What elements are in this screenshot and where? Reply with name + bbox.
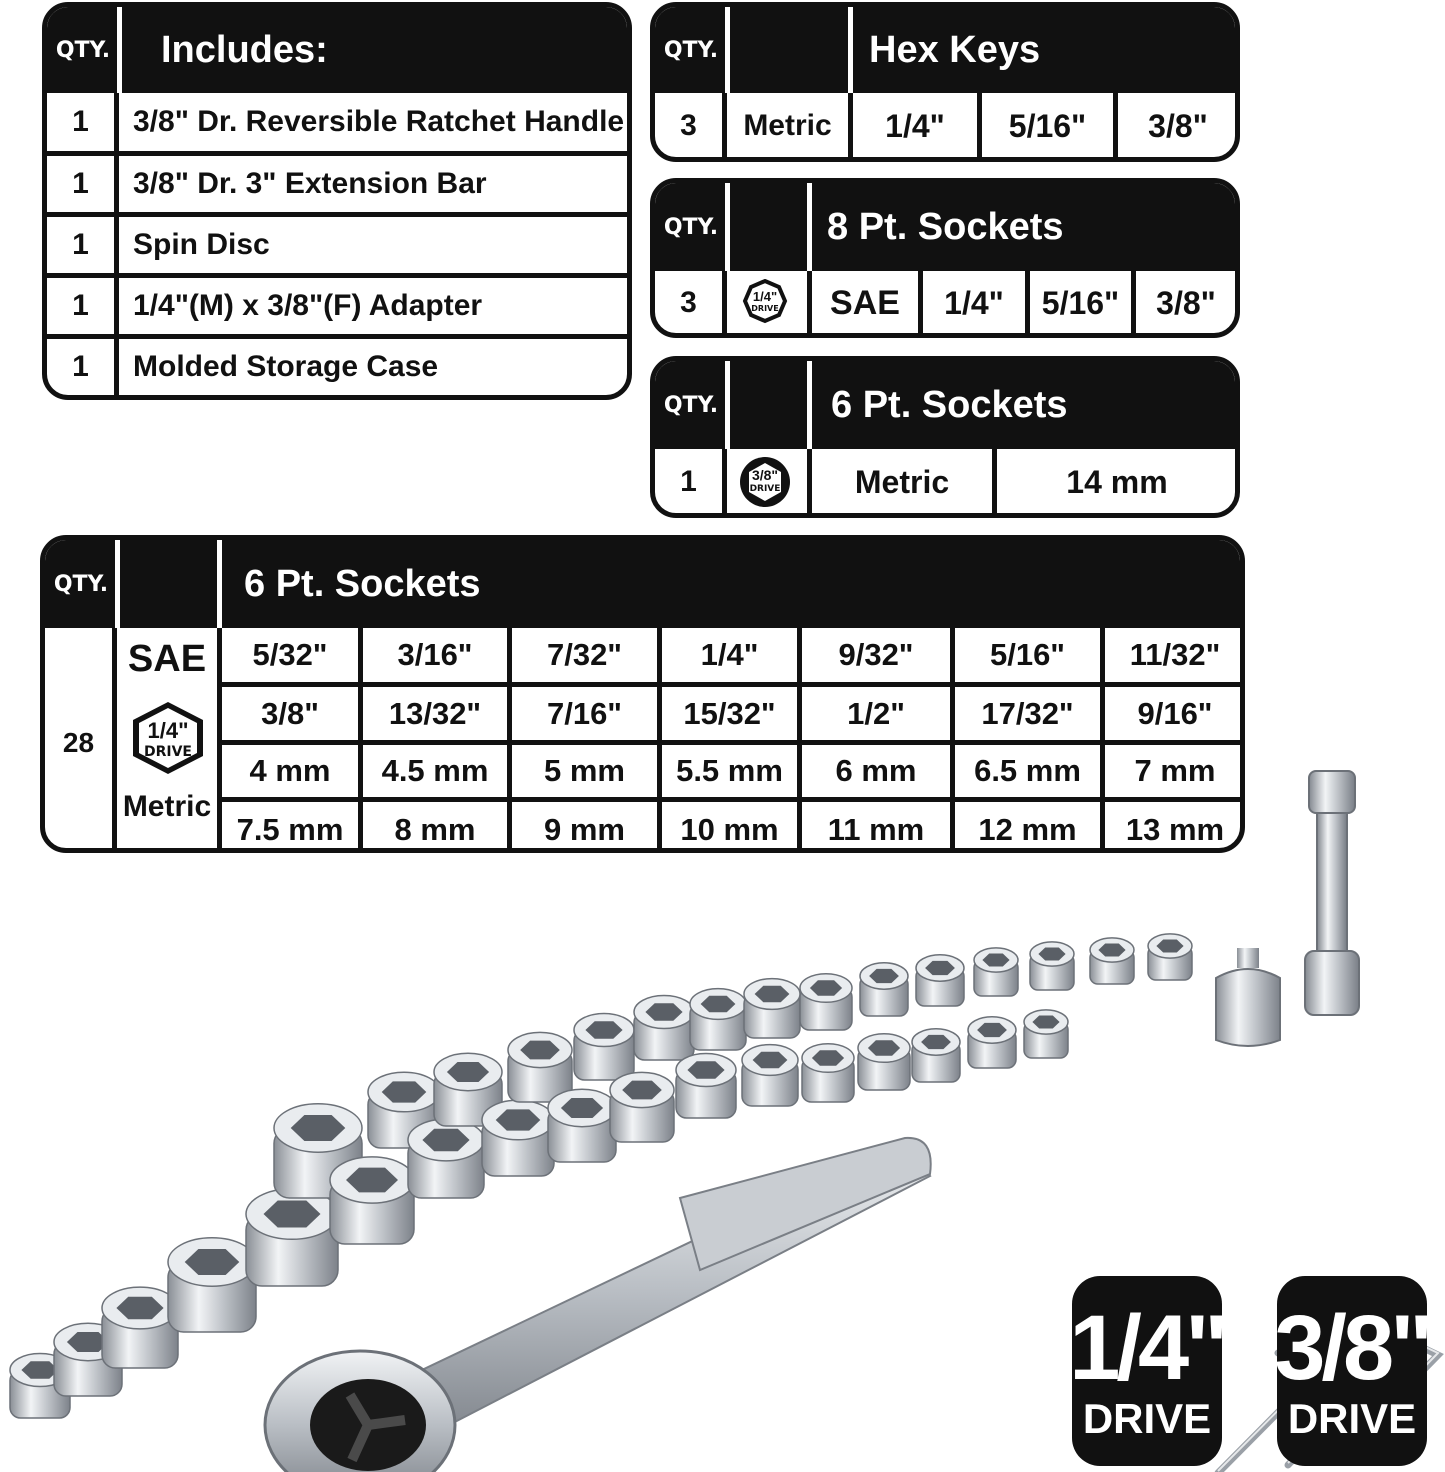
socket-size-cell: 9/16"	[1137, 695, 1213, 731]
socket-size-cell: 15/32"	[683, 695, 776, 731]
drive-badge-three-eighths	[1274, 1276, 1430, 1466]
socket-size-cell: 1/2"	[847, 695, 905, 731]
extension-bar-visual	[1302, 770, 1362, 1020]
socket-size-cell: 7/32"	[546, 637, 623, 672]
socket	[676, 1054, 736, 1119]
drive-word: DRIVE	[143, 744, 192, 760]
socket	[1090, 938, 1134, 984]
socket-size-cell: 5.5 mm	[676, 753, 783, 788]
socket	[102, 1287, 178, 1368]
socket	[802, 1044, 854, 1102]
socket	[744, 979, 800, 1038]
qty-header: QTY.	[663, 214, 719, 240]
socket-size-cell: 5/32"	[252, 637, 328, 672]
qty-header: QTY.	[55, 37, 111, 63]
pt6-big-header	[45, 540, 1240, 628]
hex-keys-qty: 3	[680, 109, 697, 142]
socket-size-cell: 11 mm	[827, 812, 925, 847]
qty-header: QTY.	[663, 37, 719, 63]
socket-size-cell: 4 mm	[249, 753, 331, 788]
socket-size-cell: 8 mm	[394, 812, 476, 847]
socket	[482, 1100, 554, 1176]
hex-key-size: 1/4"	[885, 107, 945, 144]
socket	[974, 948, 1018, 996]
pt6-small-type: Metric	[854, 463, 950, 500]
metric-label: Metric	[122, 790, 212, 823]
socket	[1024, 1010, 1068, 1058]
socket	[916, 955, 964, 1006]
includes-header	[47, 7, 627, 93]
includes-item: Molded Storage Case	[133, 350, 439, 383]
includes-table	[42, 2, 632, 400]
socket	[968, 1017, 1016, 1068]
drive-badge-num: 1/4"	[1069, 1297, 1225, 1399]
socket	[610, 1072, 674, 1142]
socket	[860, 963, 908, 1016]
socket	[800, 974, 852, 1030]
hex-keys-title: Hex Keys	[869, 28, 1041, 71]
socket	[508, 1032, 572, 1102]
pt8-size: 5/16"	[1041, 284, 1120, 321]
socket-size-cell: 7/16"	[546, 695, 623, 731]
socket-size-cell: 5/16"	[989, 637, 1066, 672]
socket	[912, 1029, 960, 1082]
socket-size-cell: 6.5 mm	[974, 753, 1081, 788]
socket	[858, 1034, 910, 1090]
drive-icon	[735, 279, 795, 331]
socket	[548, 1089, 616, 1162]
socket-size-cell: 7 mm	[1134, 753, 1216, 788]
pt8-qty: 3	[680, 286, 697, 319]
socket-size-cell: 17/32"	[981, 695, 1074, 731]
includes-qty: 1	[72, 105, 89, 138]
socket-size-cell: 13/32"	[388, 695, 482, 731]
pt6-small-title: 6 Pt. Sockets	[831, 383, 1068, 426]
socket-size-cell: 3/16"	[397, 637, 473, 672]
socket	[330, 1157, 414, 1244]
includes-item: 3/8" Dr. 3" Extension Bar	[133, 167, 487, 200]
socket	[634, 996, 694, 1061]
hex-key-size: 3/8"	[1148, 107, 1208, 144]
pt6-small-qty: 1	[680, 465, 697, 498]
includes-qty: 1	[72, 289, 89, 322]
pt6-small-table	[650, 356, 1240, 518]
includes-item: Spin Disc	[133, 228, 270, 261]
socket-size-cell: 3/8"	[261, 695, 319, 731]
drive-word: DRIVE	[751, 304, 779, 313]
adapter	[1216, 948, 1280, 1046]
socket-size-cell: 9 mm	[544, 812, 625, 847]
qty-header: QTY.	[53, 571, 109, 597]
hex-key-size: 5/16"	[1008, 107, 1087, 144]
pt6-big-title: 6 Pt. Sockets	[244, 562, 481, 605]
drive-badge-num: 3/8"	[1274, 1297, 1430, 1399]
socket-size-cell: 12 mm	[978, 812, 1077, 847]
includes-qty: 1	[72, 350, 89, 383]
pt8-size: 1/4"	[944, 284, 1004, 321]
drive-icon	[123, 700, 213, 776]
socket-size-cell: 11/32"	[1129, 637, 1221, 672]
socket	[1030, 942, 1074, 990]
pt6-big-qty: 28	[62, 727, 95, 758]
qty-header: QTY.	[663, 392, 719, 418]
pt6-big-table	[40, 535, 1245, 853]
pt8-sockets-table	[650, 178, 1240, 338]
includes-item: 3/8" Dr. Reversible Ratchet Handle	[133, 105, 625, 138]
drive-num: 1/4"	[752, 289, 778, 304]
socket-size-cell: 10 mm	[680, 812, 779, 847]
socket	[408, 1119, 484, 1198]
socket	[168, 1238, 256, 1332]
drive-badge-word: DRIVE	[1082, 1395, 1212, 1442]
pt8-sockets-header	[655, 183, 1235, 271]
product-photo	[0, 880, 1445, 1472]
hex-keys-type: Metric	[743, 109, 832, 142]
pt8-type: SAE	[830, 283, 900, 322]
socket-size-cell: 7.5 mm	[236, 812, 344, 847]
drive-icon	[735, 455, 795, 511]
socket-size-cell: 5 mm	[544, 753, 625, 788]
socket-size-cell: 1/4"	[700, 637, 759, 672]
hex-keys-table	[650, 2, 1240, 162]
socket	[1148, 934, 1192, 980]
socket-size-cell: 13 mm	[1125, 812, 1225, 847]
pt8-size: 3/8"	[1156, 284, 1216, 321]
drive-badge-word: DRIVE	[1287, 1395, 1417, 1442]
includes-item: 1/4"(M) x 3/8"(F) Adapter	[133, 289, 483, 322]
drive-badge-quarter	[1069, 1276, 1225, 1466]
pt6-small-header	[655, 361, 1235, 449]
socket	[574, 1014, 634, 1081]
includes-title: Includes:	[161, 28, 328, 71]
socket-size-cell: 6 mm	[835, 753, 917, 788]
socket	[246, 1189, 338, 1286]
socket-size-cell: 4.5 mm	[381, 753, 489, 788]
socket	[690, 989, 746, 1050]
sae-label: SAE	[127, 637, 207, 680]
hex-keys-header	[655, 7, 1235, 93]
drive-num: 3/8"	[751, 467, 779, 483]
drive-num: 1/4"	[147, 718, 189, 743]
includes-qty: 1	[72, 228, 89, 261]
pt6-small-size: 14 mm	[1066, 463, 1168, 500]
socket	[742, 1045, 798, 1106]
pt8-sockets-title: 8 Pt. Sockets	[827, 205, 1064, 248]
socket-size-cell: 9/32"	[838, 637, 914, 672]
includes-qty: 1	[72, 167, 89, 200]
drive-word: DRIVE	[749, 484, 781, 494]
